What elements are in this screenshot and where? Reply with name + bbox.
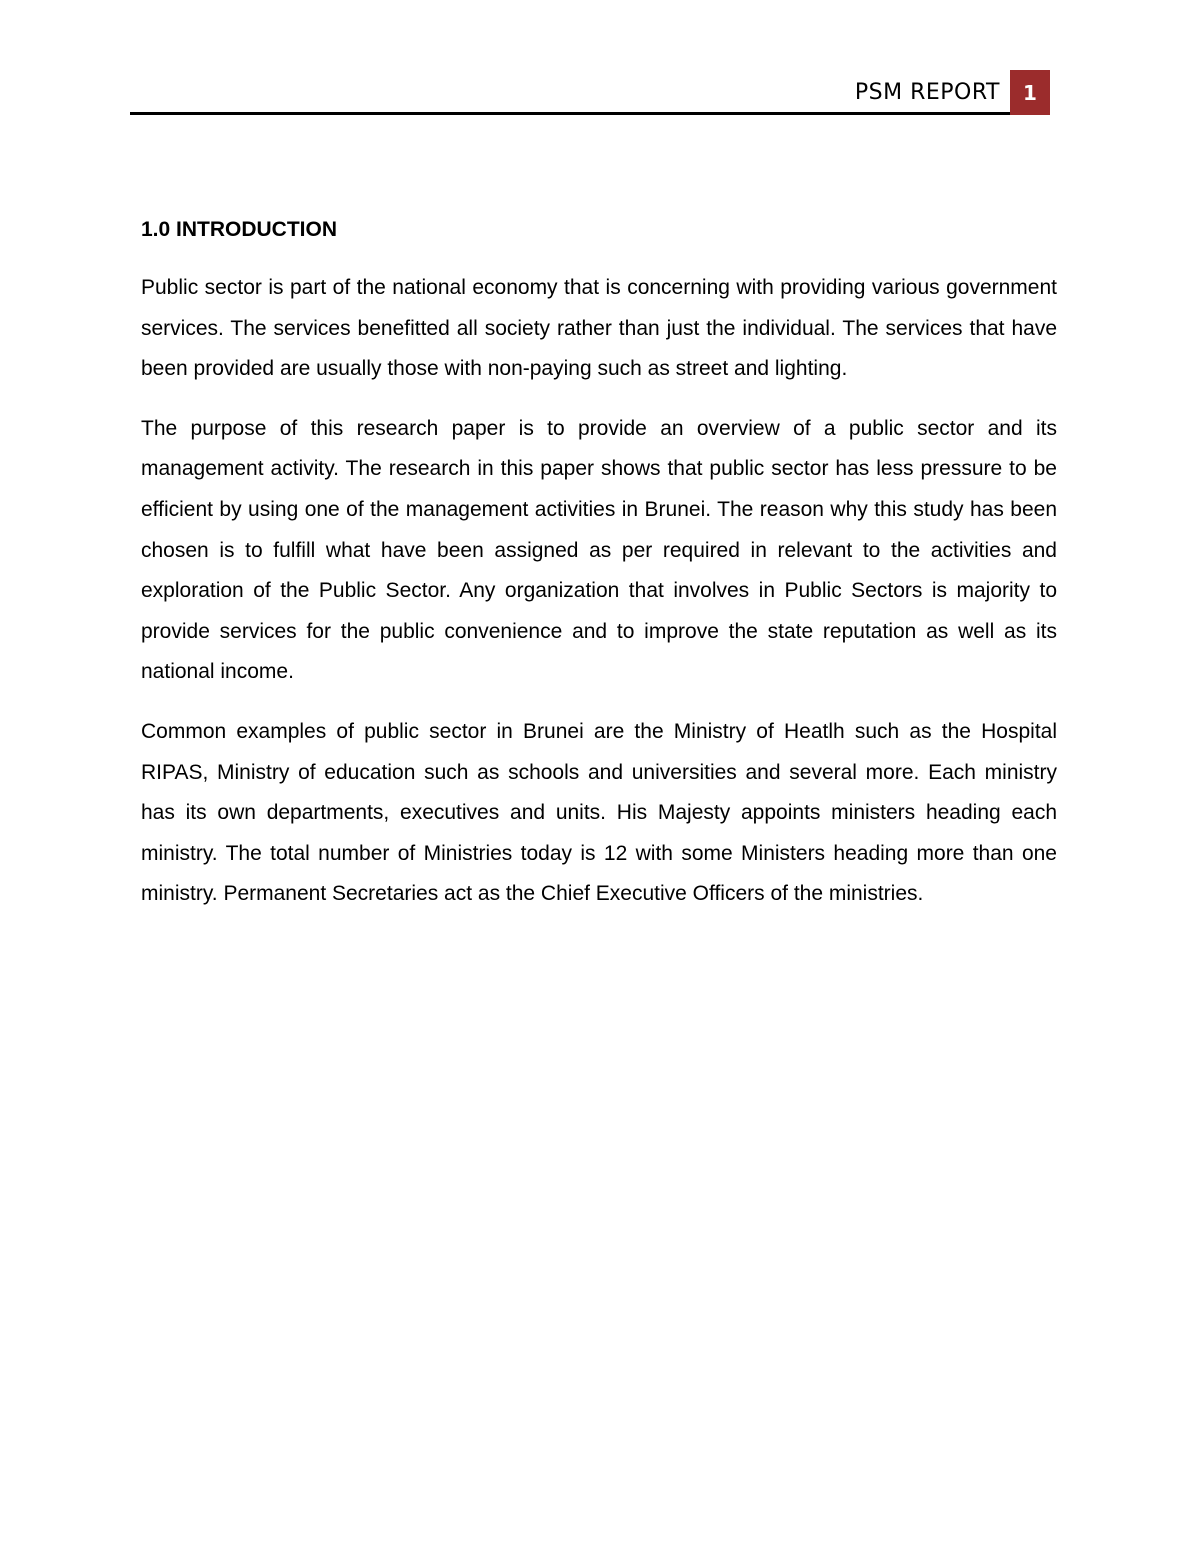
header-title: PSM REPORT — [854, 80, 1000, 105]
page-number-badge — [1010, 70, 1050, 115]
paragraph-3: Common examples of public sector in Brunei are the Ministry of Heatlh such as the Hospital RIPAS, Ministry of education such as schools and universities and several more. Each ministry has its own departments, executives and units. His Majesty appoints ministers heading each ministry. The total number of Ministries today is 12 with some Ministers heading more than one ministry. Permanent Secretaries act as the Chief Executive Officers of the ministries. — [141, 719, 1057, 906]
document-body — [141, 210, 1057, 934]
section-heading: 1.0 INTRODUCTION — [141, 218, 338, 241]
paragraph-2: The purpose of this research paper is to provide an overview of a public sector and its management activity. The research in this paper shows that public sector has less pressure to be efficient by using one of the management activities in Brunei. The reason why this study has been chosen is to fulfill what have been assigned as per required in relevant to the activities and exploration of the Public Sector. Any organization that involves in Public Sectors is majority to provide services for the public convenience and to improve the state reputation as well as its national income. — [141, 416, 1057, 684]
paragraph-1: Public sector is part of the national economy that is concerning with providing various government services. The services benefitted all society rather than just the individual. The services that have been provided are usually those with non-paying such as street and lighting. — [141, 276, 1057, 381]
page-number: 1 — [1023, 80, 1037, 105]
header-rule — [130, 112, 1010, 115]
page-header — [130, 70, 1050, 116]
